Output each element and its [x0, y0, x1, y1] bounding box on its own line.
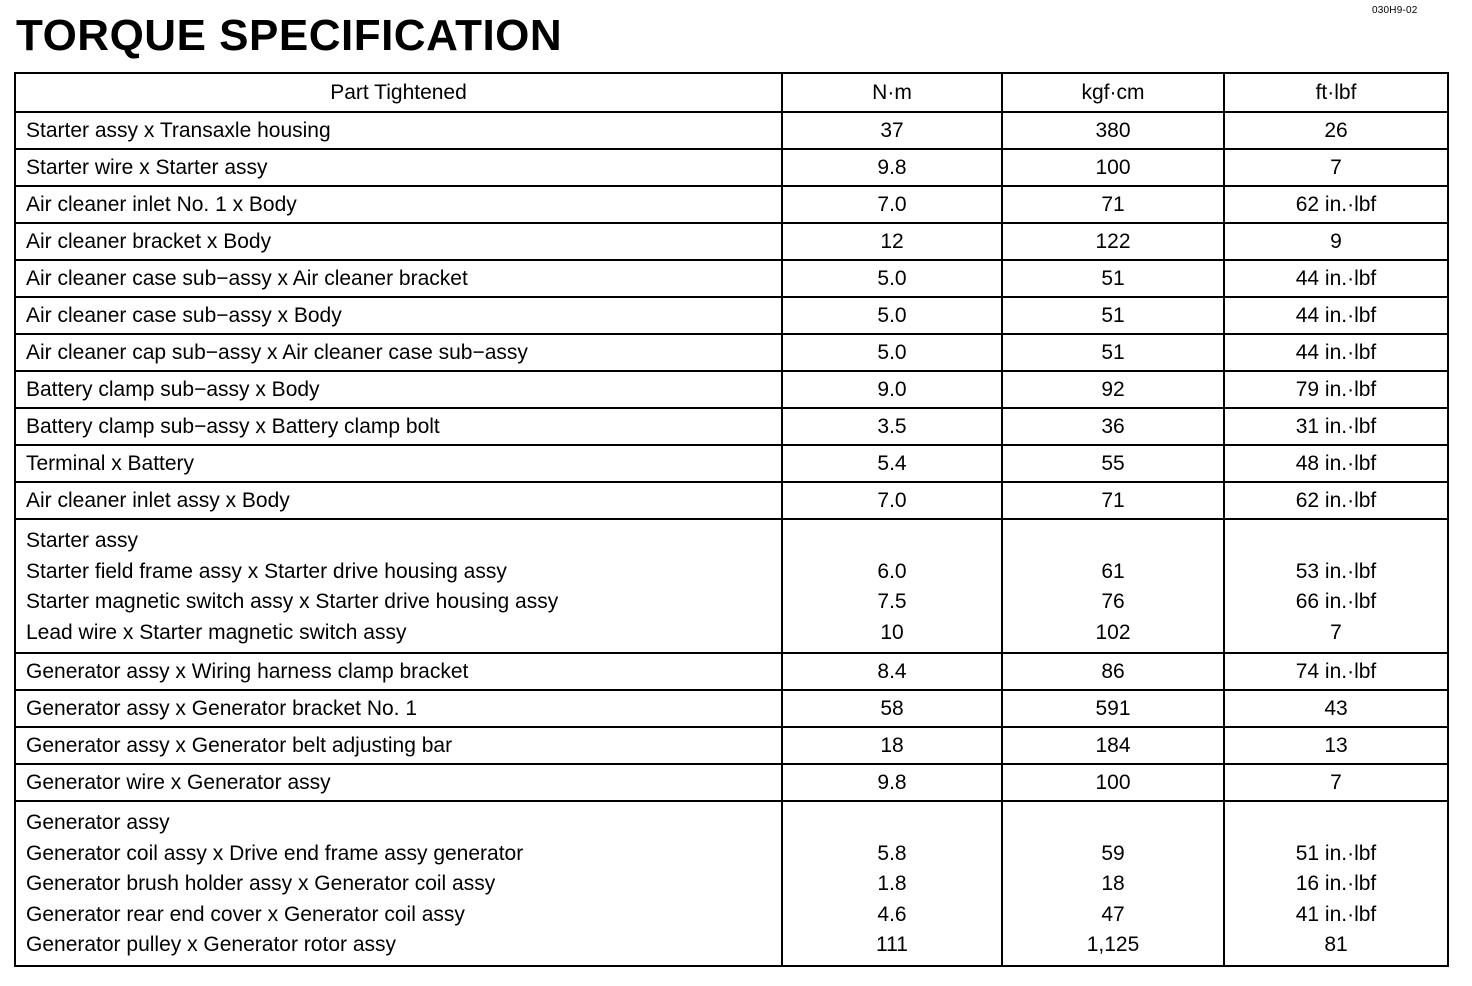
torque-spec-table: [14, 72, 1449, 967]
part-cell: Terminal x Battery: [15, 445, 782, 482]
nm-cell: [782, 519, 1002, 653]
group-item-kgfcm: 76: [1101, 590, 1125, 613]
column-header-kgfcm: kgf·cm: [1002, 73, 1224, 112]
kgfcm-cell: [1002, 801, 1224, 966]
nm-cell: 9.8: [782, 149, 1002, 186]
group-item-kgfcm: 1,125: [1086, 933, 1140, 956]
kgfcm-cell: 122: [1002, 223, 1224, 260]
kgfcm-cell: 51: [1002, 297, 1224, 334]
group-item-ftlbf: 51 in.·lbf: [1295, 841, 1377, 865]
kgfcm-cell: 380: [1002, 112, 1224, 149]
ftlbf-cell: 62 in.·lbf: [1224, 186, 1448, 223]
nm-cell: 7.0: [782, 186, 1002, 223]
group-item-part: Lead wire x Starter magnetic switch assy: [26, 620, 407, 644]
group-item-part: Generator coil assy x Drive end frame assy generator: [26, 841, 524, 865]
table-row: [15, 727, 1448, 764]
group-item-nm: 1.8: [877, 872, 907, 895]
kgfcm-cell: 92: [1002, 371, 1224, 408]
nm-cell: 58: [782, 690, 1002, 727]
group-item-kgfcm: 59: [1101, 841, 1125, 865]
nm-cell: 37: [782, 112, 1002, 149]
group-item-kgfcm: 61: [1101, 559, 1125, 583]
kgfcm-cell: 51: [1002, 260, 1224, 297]
part-cell: Air cleaner bracket x Body: [15, 223, 782, 260]
table-row-group-generator: [15, 801, 1448, 966]
table-row: [15, 260, 1448, 297]
kgfcm-cell: 55: [1002, 445, 1224, 482]
group-item-ftlbf: 41 in.·lbf: [1295, 902, 1377, 926]
part-cell: Generator assy x Generator bracket No. 1: [15, 690, 782, 727]
table-row: [15, 445, 1448, 482]
group-heading: Generator assy: [26, 811, 170, 834]
part-cell: Battery clamp sub−assy x Body: [15, 371, 782, 408]
table-row: [15, 408, 1448, 445]
kgfcm-cell: 184: [1002, 727, 1224, 764]
part-cell: [15, 519, 782, 653]
part-cell: Air cleaner cap sub−assy x Air cleaner case sub−assy: [15, 334, 782, 371]
group-item-ftlbf: 16 in.·lbf: [1295, 872, 1377, 895]
ftlbf-cell: 9: [1224, 223, 1448, 260]
kgfcm-cell: 71: [1002, 482, 1224, 519]
nm-cell: 8.4: [782, 653, 1002, 690]
kgfcm-cell: 71: [1002, 186, 1224, 223]
table-row: [15, 149, 1448, 186]
part-cell: Air cleaner inlet assy x Body: [15, 482, 782, 519]
ftlbf-cell: 44 in.·lbf: [1224, 297, 1448, 334]
kgfcm-cell: 100: [1002, 764, 1224, 801]
nm-cell: 9.0: [782, 371, 1002, 408]
ftlbf-cell: 79 in.·lbf: [1224, 371, 1448, 408]
ftlbf-cell: [1224, 519, 1448, 653]
group-item-kgfcm: 18: [1101, 872, 1125, 895]
group-item-ftlbf: 7: [1330, 620, 1342, 644]
group-item-nm: 5.8: [877, 841, 907, 865]
ftlbf-cell: 31 in.·lbf: [1224, 408, 1448, 445]
group-item-ftlbf: 53 in.·lbf: [1295, 559, 1377, 583]
ftlbf-cell: 7: [1224, 764, 1448, 801]
group-item-part: Starter field frame assy x Starter drive housing assy: [26, 559, 507, 583]
nm-cell: 5.4: [782, 445, 1002, 482]
table-row: [15, 186, 1448, 223]
part-cell: Starter assy x Transaxle housing: [15, 112, 782, 149]
table-row: [15, 297, 1448, 334]
nm-cell: 5.0: [782, 260, 1002, 297]
group-item-nm: 111: [876, 933, 908, 956]
part-cell: Generator wire x Generator assy: [15, 764, 782, 801]
group-item-nm: 6.0: [877, 559, 907, 583]
table-row: [15, 482, 1448, 519]
table-row: [15, 653, 1448, 690]
part-cell: Air cleaner inlet No. 1 x Body: [15, 186, 782, 223]
group-heading: Starter assy: [26, 529, 139, 552]
ftlbf-cell: 26: [1224, 112, 1448, 149]
ftlbf-cell: [1224, 801, 1448, 966]
group-item-nm: 4.6: [877, 902, 907, 926]
group-item-ftlbf: 81: [1324, 933, 1348, 956]
group-item-part: Generator pulley x Generator rotor assy: [26, 933, 397, 956]
column-header-nm: N·m: [782, 73, 1002, 112]
kgfcm-cell: [1002, 519, 1224, 653]
part-cell: Air cleaner case sub−assy x Air cleaner bracket: [15, 260, 782, 297]
ftlbf-cell: 62 in.·lbf: [1224, 482, 1448, 519]
column-header-part: Part Tightened: [15, 73, 782, 112]
nm-cell: 12: [782, 223, 1002, 260]
column-header-ftlbf: ft·lbf: [1224, 73, 1448, 112]
page-title: TORQUE SPECIFICATION: [16, 11, 563, 60]
kgfcm-cell: 100: [1002, 149, 1224, 186]
group-item-part: Generator brush holder assy x Generator coil assy: [26, 872, 496, 895]
nm-cell: 3.5: [782, 408, 1002, 445]
table-row: [15, 371, 1448, 408]
table-row-group-starter: [15, 519, 1448, 653]
ftlbf-cell: 13: [1224, 727, 1448, 764]
kgfcm-cell: 51: [1002, 334, 1224, 371]
table-row: [15, 334, 1448, 371]
nm-cell: 5.0: [782, 297, 1002, 334]
table-row: [15, 764, 1448, 801]
ftlbf-cell: 44 in.·lbf: [1224, 334, 1448, 371]
kgfcm-cell: 591: [1002, 690, 1224, 727]
part-cell: Generator assy x Wiring harness clamp bracket: [15, 653, 782, 690]
group-item-nm: 10: [880, 620, 904, 644]
ftlbf-cell: 44 in.·lbf: [1224, 260, 1448, 297]
part-cell: [15, 801, 782, 966]
part-cell: Generator assy x Generator belt adjusting bar: [15, 727, 782, 764]
ftlbf-cell: 74 in.·lbf: [1224, 653, 1448, 690]
table-header-row: [15, 73, 1448, 112]
table-row: [15, 690, 1448, 727]
part-cell: Starter wire x Starter assy: [15, 149, 782, 186]
document-code: 030H9-02: [1372, 5, 1418, 16]
group-item-kgfcm: 102: [1095, 620, 1131, 644]
nm-cell: 5.0: [782, 334, 1002, 371]
part-cell: Battery clamp sub−assy x Battery clamp bolt: [15, 408, 782, 445]
kgfcm-cell: 86: [1002, 653, 1224, 690]
group-item-ftlbf: 66 in.·lbf: [1295, 590, 1377, 613]
group-item-kgfcm: 47: [1101, 902, 1125, 926]
table-row: [15, 112, 1448, 149]
nm-cell: 18: [782, 727, 1002, 764]
group-item-nm: 7.5: [877, 590, 907, 613]
table-row: [15, 223, 1448, 260]
group-item-part: Starter magnetic switch assy x Starter drive housing assy: [26, 590, 559, 613]
nm-cell: [782, 801, 1002, 966]
ftlbf-cell: 7: [1224, 149, 1448, 186]
ftlbf-cell: 48 in.·lbf: [1224, 445, 1448, 482]
part-cell: Air cleaner case sub−assy x Body: [15, 297, 782, 334]
kgfcm-cell: 36: [1002, 408, 1224, 445]
group-item-part: Generator rear end cover x Generator coil assy: [26, 902, 465, 926]
ftlbf-cell: 43: [1224, 690, 1448, 727]
nm-cell: 9.8: [782, 764, 1002, 801]
nm-cell: 7.0: [782, 482, 1002, 519]
